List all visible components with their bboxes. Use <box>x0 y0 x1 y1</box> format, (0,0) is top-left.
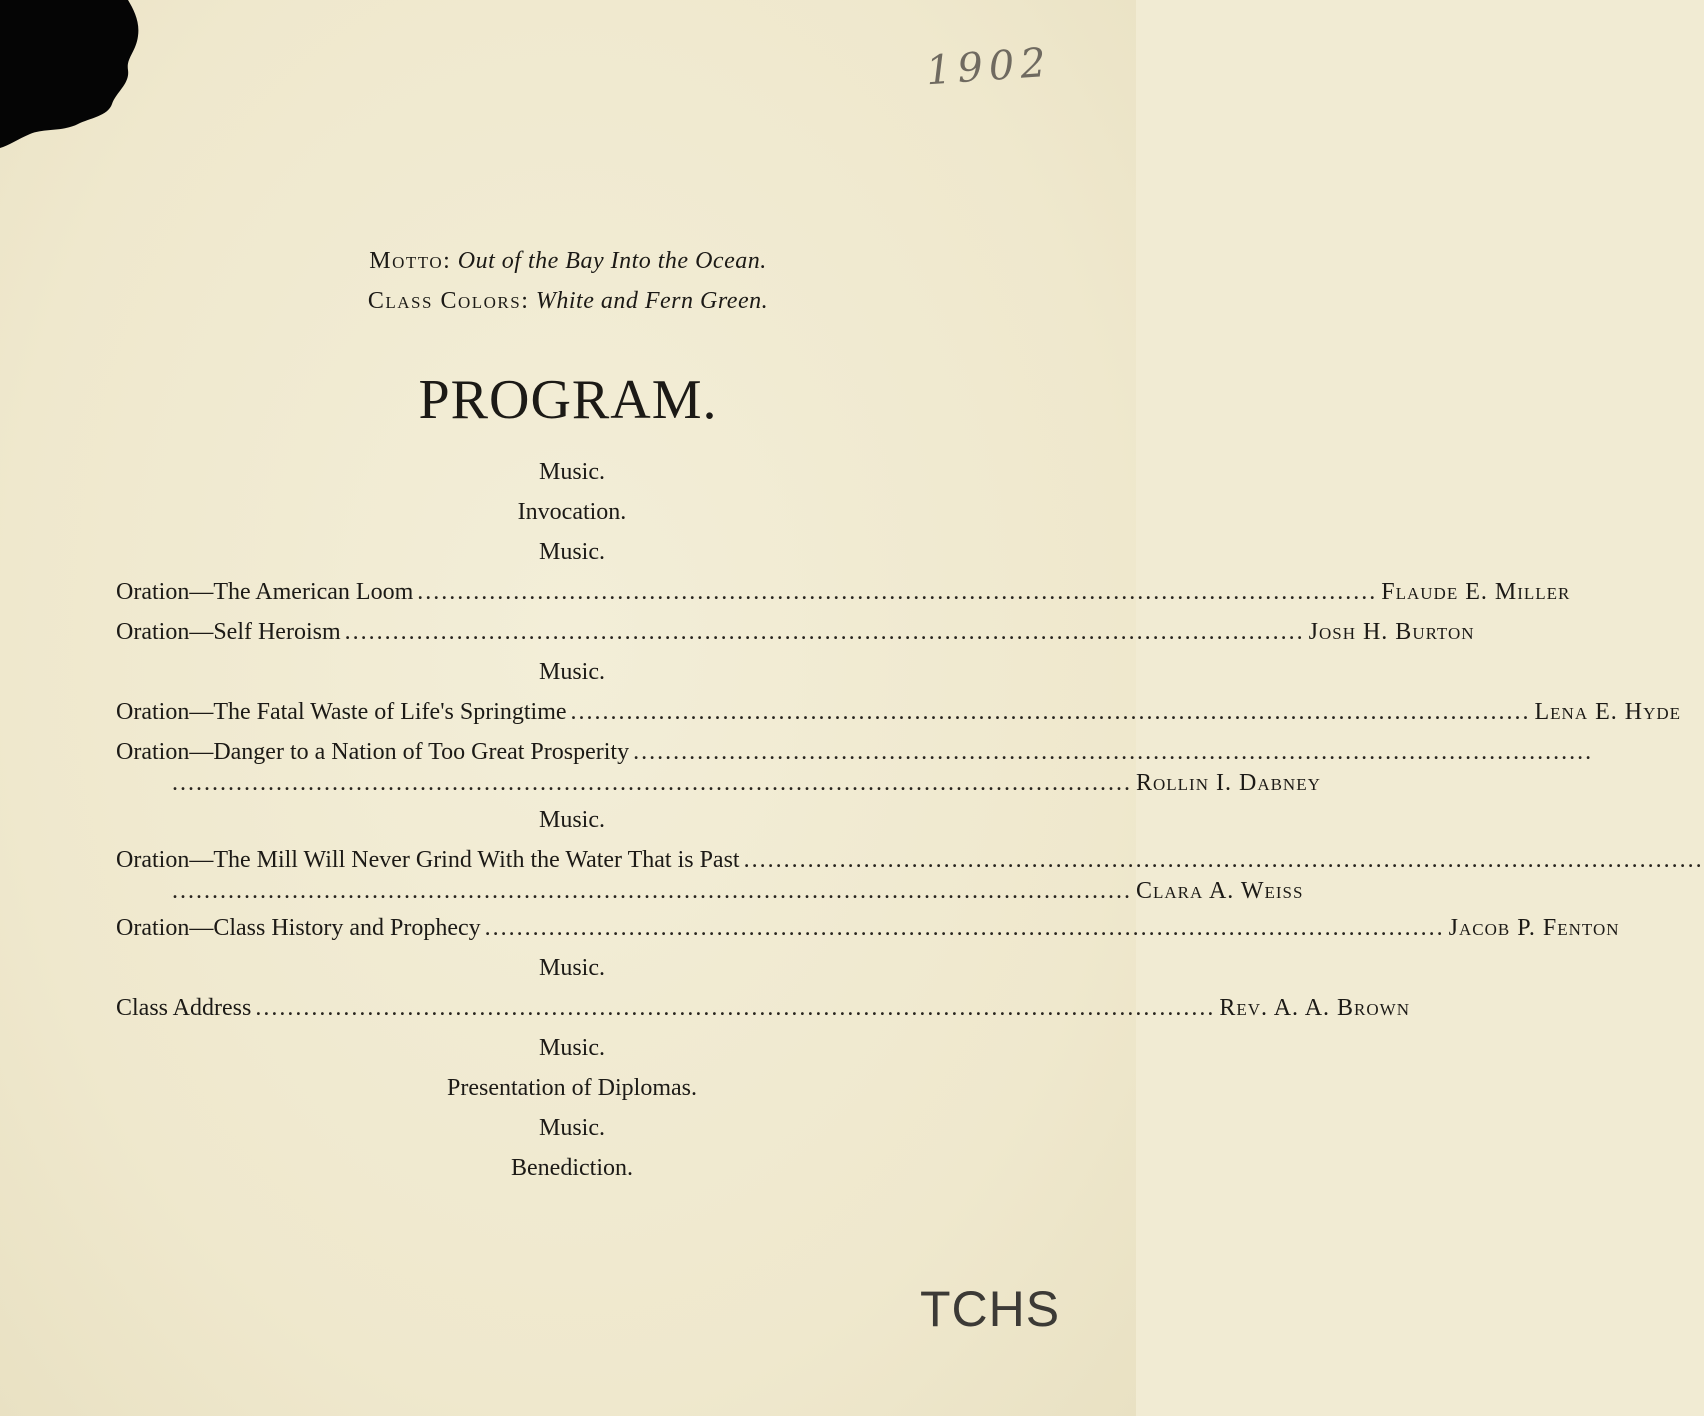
program-entry <box>116 988 1410 1028</box>
entry-title: Oration—Danger to a Nation of Too Great Prosperity <box>116 739 630 765</box>
entry-speaker: Jacob P. Fenton <box>1448 915 1620 941</box>
program-title: PROGRAM. <box>418 369 718 431</box>
dot-leader: ........................................................................................................................ <box>484 915 1445 941</box>
program-item-music: Music. <box>539 807 605 833</box>
entry-speaker: Lena E. Hyde <box>1534 699 1682 725</box>
class-colors-line <box>0 288 1136 315</box>
dot-leader: ........................................................................................................................ <box>570 699 1531 725</box>
dot-leader: ........................................................................................................................ <box>172 770 1132 796</box>
torn-corner-damage <box>0 0 150 160</box>
motto-label: Motto: <box>369 248 452 274</box>
program-item-benediction: Benediction. <box>511 1155 633 1181</box>
program-entry <box>116 612 1475 652</box>
entry-title: Oration—The Mill Will Never Grind With the Water That is Past <box>116 847 740 873</box>
program-entry <box>116 572 1571 612</box>
program-item-music: Music. <box>539 955 605 981</box>
program-entry <box>116 692 1682 732</box>
entry-title: Oration—The American Loom <box>116 579 414 605</box>
motto-line <box>0 248 1136 275</box>
handwritten-year: 1902 <box>924 39 1054 95</box>
entry-speaker: Clara A. Weiss <box>1136 878 1304 904</box>
tchs-watermark: TCHS <box>920 1281 1061 1337</box>
program-entry-continuation <box>116 874 1304 908</box>
dot-leader: ........................................................................................................................ <box>255 995 1216 1021</box>
entry-speaker: Rev. A. A. Brown <box>1219 995 1410 1021</box>
dot-leader: ........................................................................................................................ <box>633 739 1594 765</box>
dot-leader: ........................................................................................................................ <box>344 619 1305 645</box>
dot-leader: ........................................................................................................................ <box>172 878 1132 904</box>
class-colors-label: Class Colors: <box>367 288 530 314</box>
entry-speaker: Flaude E. Miller <box>1381 579 1571 605</box>
program-item-music: Music. <box>539 659 605 685</box>
program-entry <box>116 908 1620 948</box>
class-colors-text: White and Fern Green. <box>535 288 769 314</box>
program-item-music: Music. <box>539 1115 605 1141</box>
entry-title: Oration—Class History and Prophecy <box>116 915 481 941</box>
program-item-invocation: Invocation. <box>517 499 627 525</box>
dot-leader: ........................................................................................................................ <box>743 847 1704 873</box>
program-item-music: Music. <box>539 459 605 485</box>
program-list <box>116 452 1704 1188</box>
entry-speaker: Rollin I. Dabney <box>1136 770 1321 796</box>
dot-leader: ........................................................................................................................ <box>417 579 1378 605</box>
program-item-diplomas: Presentation of Diplomas. <box>447 1075 697 1101</box>
motto-text: Out of the Bay Into the Ocean. <box>457 248 767 274</box>
program-item-music: Music. <box>539 539 605 565</box>
entry-title: Oration—Self Heroism <box>116 619 341 645</box>
entry-title: Oration—The Fatal Waste of Life's Springtime <box>116 699 567 725</box>
entry-title: Class Address <box>116 995 252 1021</box>
program-item-music: Music. <box>539 1035 605 1061</box>
program-entry-continuation <box>116 766 1321 800</box>
entry-speaker: Josh H. Burton <box>1308 619 1475 645</box>
